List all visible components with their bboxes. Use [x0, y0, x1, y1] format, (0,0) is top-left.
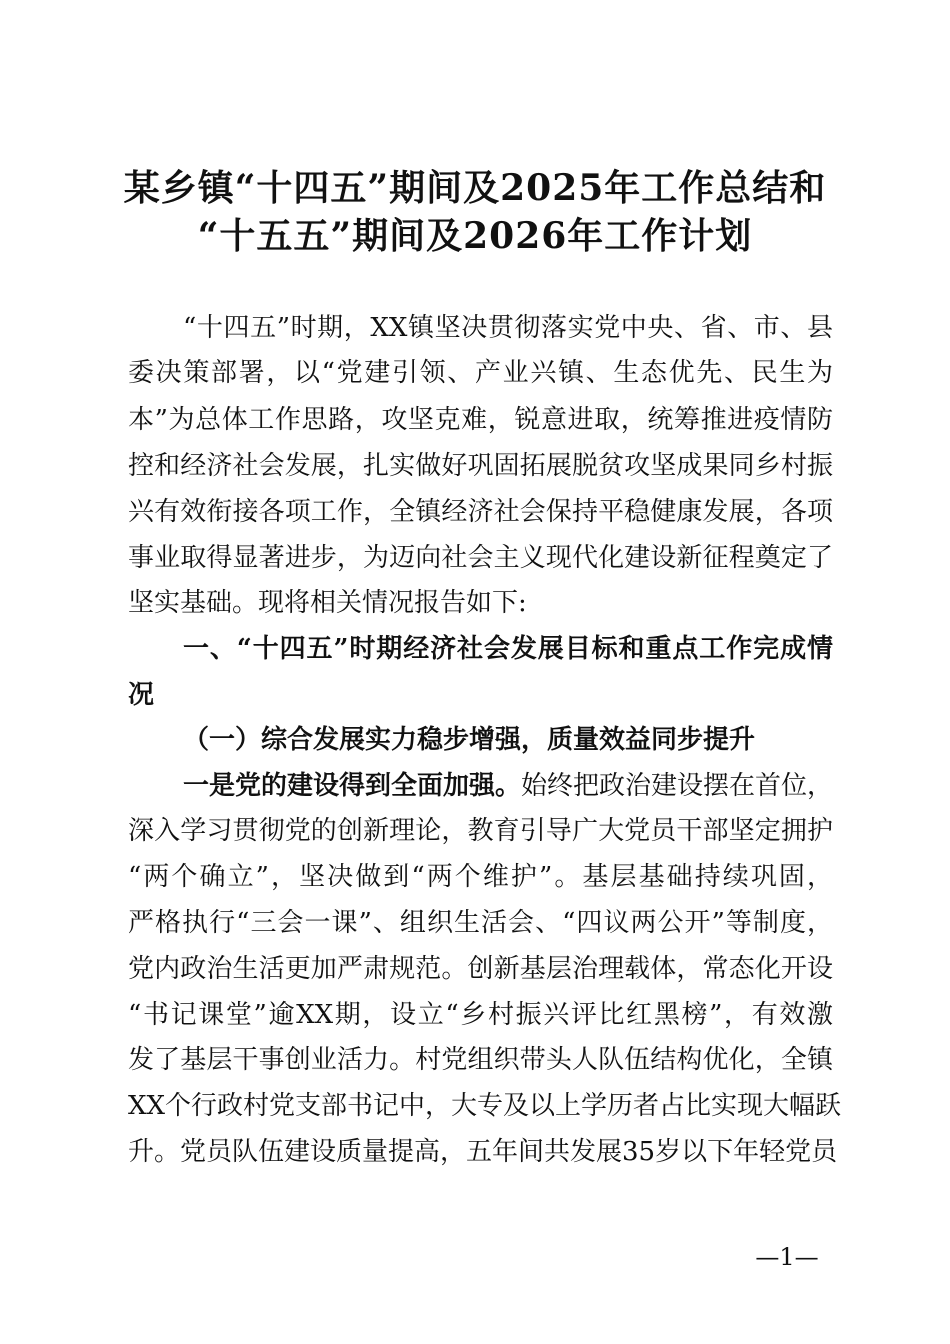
paragraph-line: 发了基层干事创业活力。村党组织带头人队伍结构优化，全镇 [128, 1045, 833, 1075]
paragraph-lead: 一是党的建设得到全面加强。 [183, 771, 522, 801]
paragraph-first-line [183, 768, 833, 804]
intro-line: “十四五”时期，XX镇坚决贯彻落实党中央、省、市、县 [183, 313, 833, 343]
intro-line: 本”为总体工作思路，攻坚克难，锐意进取，统筹推进疫情防 [128, 405, 833, 435]
section-heading-line-2: 况 [128, 680, 155, 710]
subsection-heading: （一）综合发展实力稳步增强，质量效益同步提升 [183, 725, 756, 755]
section-heading-line-1: 一、“十四五”时期经济社会发展目标和重点工作完成情 [183, 634, 833, 664]
paragraph-line: “两个确立”，坚决做到“两个维护”。基层基础持续巩固， [128, 862, 833, 892]
page-number: —1— [755, 1243, 819, 1271]
paragraph-line: 深入学习贯彻党的创新理论，教育引导广大党员干部坚定拥护 [128, 816, 833, 846]
intro-line: 坚实基础。现将相关情况报告如下: [128, 588, 527, 618]
paragraph-line: 严格执行“三会一课”、组织生活会、“四议两公开”等制度， [128, 908, 833, 938]
paragraph-line: XX个行政村党支部书记中，大专及以上学历者占比实现大幅跃 [128, 1091, 842, 1121]
intro-line: 兴有效衔接各项工作，全镇经济社会保持平稳健康发展，各项 [128, 497, 833, 527]
intro-line: 委决策部署，以“党建引领、产业兴镇、生态优先、民生为 [128, 358, 833, 388]
paragraph-line: 党内政治生活更加严肃规范。创新基层治理载体，常态化开设 [128, 954, 833, 984]
intro-line: 控和经济社会发展，扎实做好巩固拓展脱贫攻坚成果同乡村振 [128, 451, 833, 481]
paragraph-line: “书记课堂”逾XX期，设立“乡村振兴评比红黑榜”，有效激 [128, 1000, 833, 1030]
intro-line: 事业取得显著进步，为迈向社会主义现代化建设新征程奠定了 [128, 543, 833, 573]
document-title-line-2: “十五五”期间及2026年工作计划 [197, 215, 753, 257]
paragraph-first-line-text: 始终把政治建设摆在首位， [521, 771, 834, 801]
document-title-line-1: 某乡镇“十四五”期间及2025年工作总结和 [123, 167, 827, 209]
paragraph-line: 升。党员队伍建设质量提高，五年间共发展35岁以下年轻党员 [128, 1137, 838, 1167]
